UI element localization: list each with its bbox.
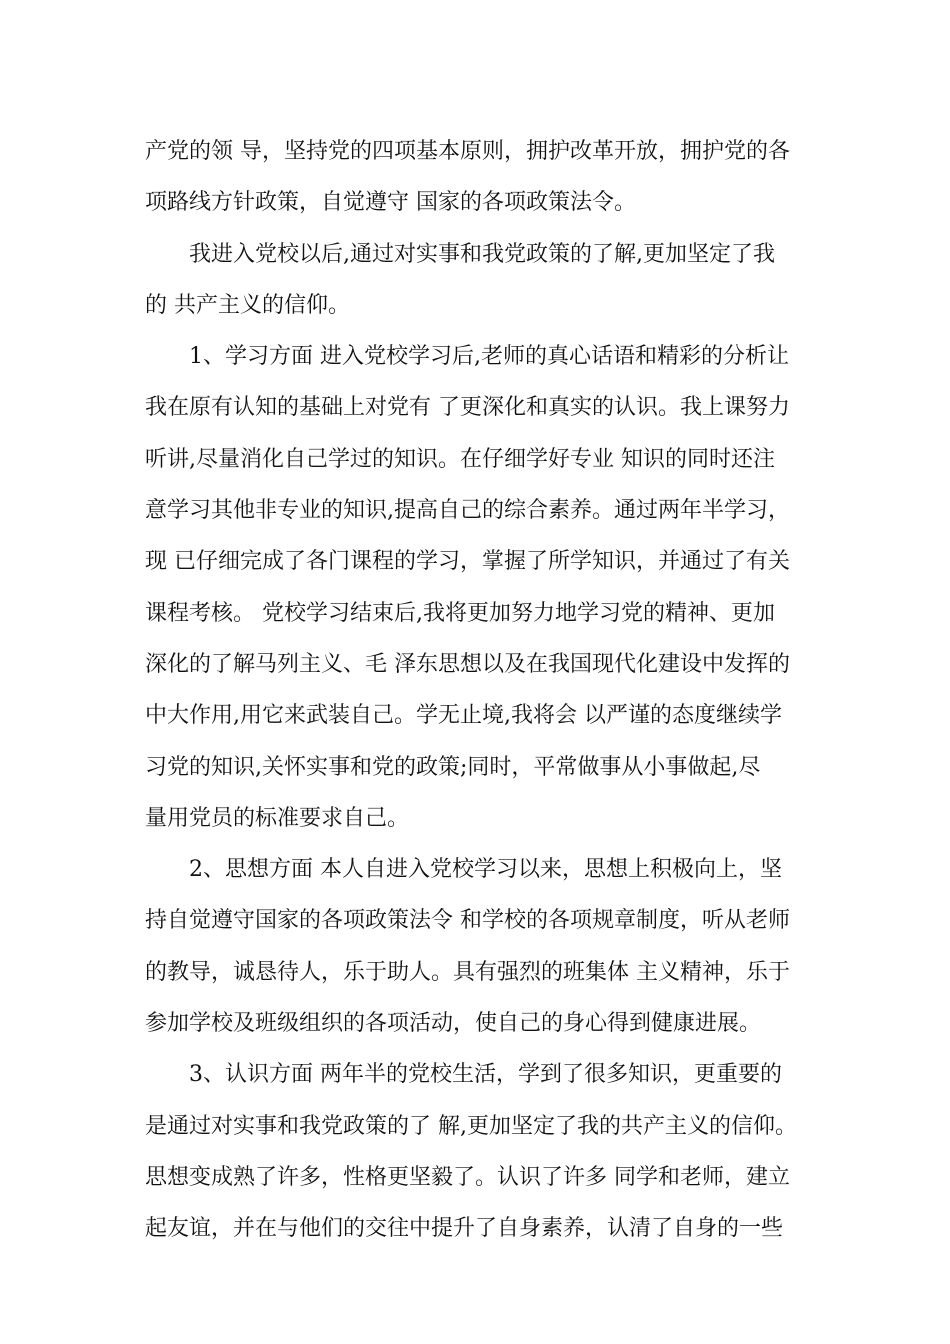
text-line: 是通过对实事和我党政策的了 解,更加坚定了我的共产主义的信仰。 — [145, 1113, 797, 1139]
text-line: 项路线方针政策，自觉遵守 国家的各项政策法令。 — [145, 190, 636, 216]
text-line: 起友谊，并在与他们的交往中提升了自身素养，认清了自身的一些 — [145, 1216, 784, 1242]
text-line: 参加学校及班级组织的各项活动，使自己的身心得到健康进展。 — [145, 1011, 762, 1037]
text-line: 课程考核。 党校学习结束后,我将更加努力地学习党的精神、更加 — [145, 600, 775, 626]
text-line: 深化的了解马列主义、毛 泽东思想以及在我国现代化建设中发挥的 — [145, 651, 790, 677]
text-line: 现 已仔细完成了各门课程的学习，掌握了所学知识，并通过了有关 — [145, 549, 790, 575]
text-line: 中大作用,用它来武装自己。学无止境,我将会 以严谨的态度继续学 — [145, 703, 782, 729]
text-line: 产党的领 导，坚持党的四项基本原则，拥护改革开放，拥护党的各 — [145, 139, 790, 164]
text-line: 量用党员的标准要求自己。 — [145, 805, 410, 831]
text-line: 的教导，诚恳待人，乐于助人。具有强烈的班集体 主义精神，乐于 — [145, 959, 790, 985]
text-line: 的 共产主义的信仰。 — [145, 292, 350, 318]
text-line: 思想变成熟了许多，性格更坚毅了。认识了许多 同学和老师，建立 — [145, 1164, 790, 1190]
text-line: 习党的知识,关怀实事和党的政策;同时，平常做事从小事做起,尽 — [145, 754, 761, 780]
document-body — [145, 126, 810, 1255]
paragraph-first-line: 3、认识方面 两年半的党校生活，学到了很多知识，更重要的 — [189, 1062, 782, 1088]
text-line: 意学习其他非专业的知识,提高自己的综合素养。通过两年半学习， — [145, 498, 790, 524]
paragraph-first-line: 2、思想方面 本人自进入党校学习以来，思想上积极向上，坚 — [189, 857, 782, 883]
text-line: 听讲,尽量消化自己学过的知识。在仔细学好专业 知识的同时还注 — [145, 446, 775, 472]
paragraph-first-line: 1、学习方面 进入党校学习后,老师的真心话语和精彩的分析让 — [189, 344, 789, 370]
text-line: 持自觉遵守国家的各项政策法令 和学校的各项规章制度，听从老师 — [145, 908, 790, 934]
paragraph-first-line: 我进入党校以后,通过对实事和我党政策的了解,更加坚定了我 — [189, 241, 775, 267]
text-line: 我在原有认知的基础上对党有 了更深化和真实的认识。我上课努力 — [145, 395, 790, 421]
